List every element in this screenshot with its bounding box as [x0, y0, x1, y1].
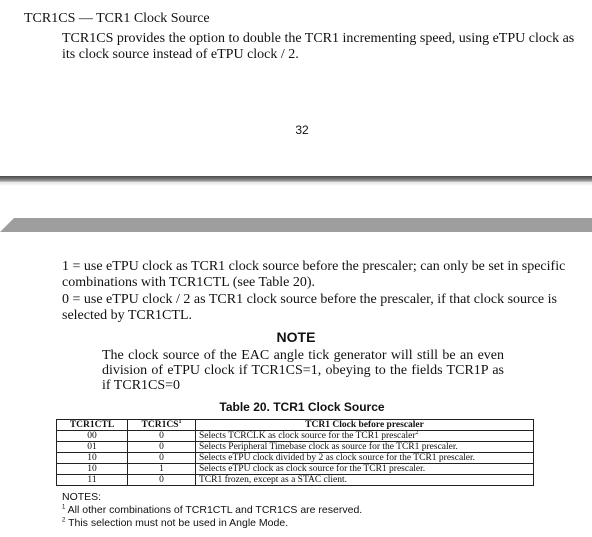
note-item-2-text: This selection must not be used in Angle Mode. — [65, 517, 289, 529]
cell-tcr1cs — [128, 453, 196, 464]
header-tcr1cs-label: TCR1CS — [141, 420, 179, 430]
cell-tcr1ctl — [57, 431, 128, 442]
table-row — [57, 453, 534, 464]
cell-tcr1cs — [128, 475, 196, 486]
table-row — [57, 464, 534, 475]
cell-tcr1ctl — [57, 464, 128, 475]
header-tcr1cs-footnote: 1 — [178, 418, 182, 425]
cell-tcr1cs — [128, 431, 196, 442]
note-item-1-text: All other combinations of TCR1CTL and TCR1CS are reserved. — [65, 504, 363, 516]
cell-tcr1ctl-text: 00 — [87, 431, 97, 441]
cell-tcr1cs-text: 1 — [159, 464, 164, 474]
table-row — [57, 431, 534, 442]
cell-description-text: Selects Peripheral Timebase clock as source for the TCR1 prescaler. — [199, 442, 458, 452]
cell-description-text: Selects eTPU clock divided by 2 as clock source for the TCR1 prescaler. — [199, 453, 476, 463]
table-title: Table 20. TCR1 Clock Source — [219, 400, 385, 414]
clock-source-table — [56, 419, 534, 486]
cell-tcr1ctl-text: 10 — [87, 464, 97, 474]
cell-tcr1ctl-text: 10 — [87, 453, 97, 463]
cell-tcr1cs — [128, 442, 196, 453]
cell-tcr1cs-text: 0 — [159, 442, 164, 452]
cell-tcr1cs-text: 0 — [159, 431, 164, 441]
cell-tcr1ctl-text: 01 — [87, 442, 97, 452]
cell-description-text: Selects TCRCLK as clock source for the TCR1 prescaler — [199, 431, 416, 441]
table-row — [57, 475, 534, 486]
page-break-band-bottom — [0, 218, 592, 232]
cell-tcr1ctl — [57, 453, 128, 464]
cell-description — [196, 464, 534, 475]
table-header-row — [57, 420, 534, 431]
option-zero-text: 0 = use eTPU clock / 2 as TCR1 clock source before the prescaler, if that clock source is selected by TCR1CTL. — [62, 292, 557, 323]
cell-tcr1ctl — [57, 442, 128, 453]
cell-description-text: TCR1 frozen, except as a STAC client. — [199, 475, 348, 485]
cell-tcr1ctl — [57, 475, 128, 486]
cell-tcr1cs-text: 0 — [159, 475, 164, 485]
note-item-2 — [62, 517, 362, 530]
header-clock-before-prescaler: TCR1 Clock before prescaler — [196, 420, 534, 431]
header-tcr1cs — [128, 420, 196, 431]
notes-label: NOTES: — [62, 491, 102, 503]
note-body: The clock source of the EAC angle tick generator will still be an even division of eTPU clock if TCR1CS=1, obeying to the fields TCR1P as if TCR1CS=0 — [102, 348, 504, 393]
note-item-1-number: 1 — [62, 504, 66, 511]
note-title: NOTE — [276, 329, 316, 345]
table-notes — [62, 491, 362, 530]
table-row — [57, 442, 534, 453]
section-heading: TCR1CS — TCR1 Clock Source — [24, 11, 210, 26]
cell-description — [196, 442, 534, 453]
cell-tcr1ctl-text: 11 — [87, 475, 97, 485]
cell-description — [196, 453, 534, 464]
header-tcr1ctl: TCR1CTL — [57, 420, 128, 431]
row-footnote-marker: 2 — [415, 429, 419, 436]
cell-description-text: Selects eTPU clock as clock source for the TCR1 prescaler. — [199, 464, 426, 474]
page-break-band-shadow — [0, 182, 592, 186]
cell-description — [196, 431, 534, 442]
note-item-1 — [62, 504, 362, 517]
section-description: TCR1CS provides the option to double the TCR1 incrementing speed, using eTPU clock as its clock source instead of eTPU clock / 2. — [62, 31, 575, 62]
note-item-2-number: 2 — [62, 517, 66, 524]
cell-description — [196, 475, 534, 486]
option-one-text: 1 = use eTPU clock as TCR1 clock source before the prescaler; can only be set in specific combinations with TCR1CTL (see Table 20). — [62, 259, 566, 290]
cell-tcr1cs-text: 0 — [159, 453, 164, 463]
cell-tcr1cs — [128, 464, 196, 475]
page-number: 32 — [295, 123, 309, 137]
